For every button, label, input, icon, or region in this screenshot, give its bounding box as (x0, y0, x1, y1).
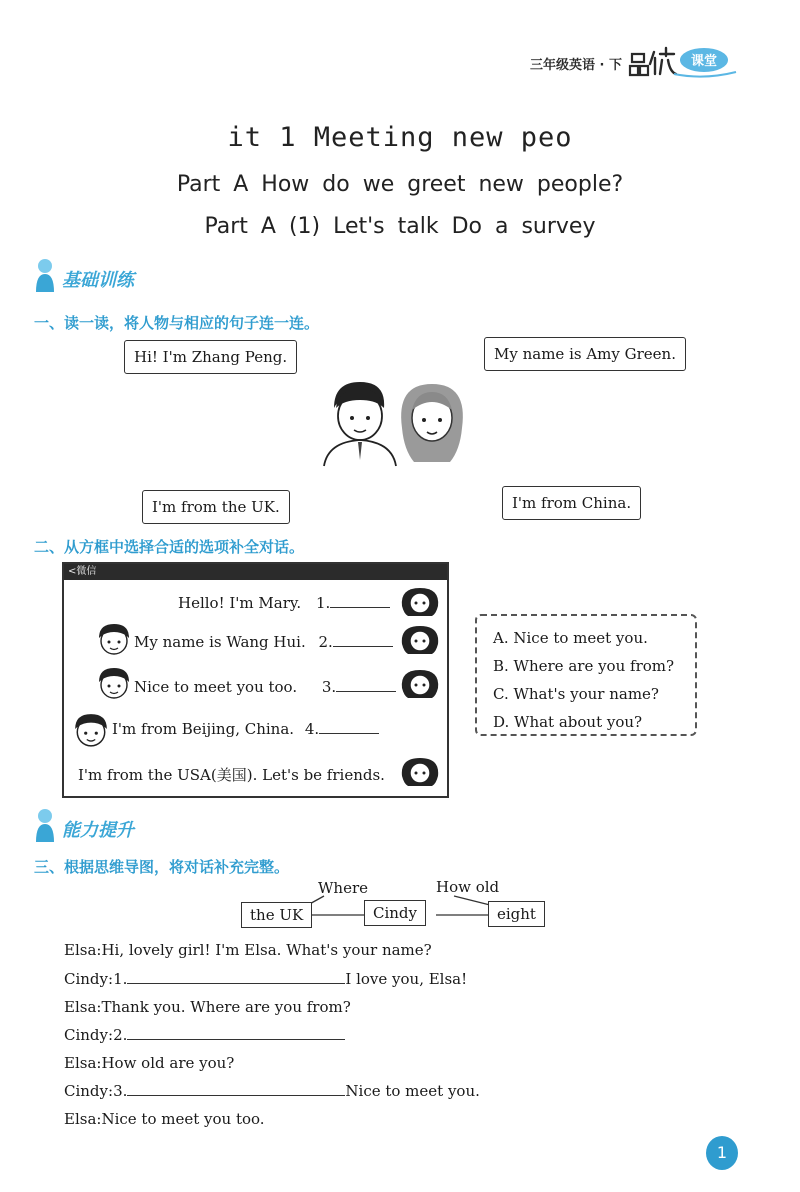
character-illustration (318, 378, 468, 468)
girl-avatar-icon (400, 668, 440, 698)
chat-back-bar[interactable]: <微信 (64, 564, 447, 580)
section-advance-title: 能力提升 (62, 820, 134, 841)
svg-text:课堂: 课堂 (690, 54, 718, 69)
mindmap-node-the-uk: the UK (241, 902, 312, 928)
answer-blank[interactable] (330, 594, 390, 608)
dialogue-line: Elsa:Hi, lovely girl! I'm Elsa. What's your name? (64, 941, 432, 959)
sentence-box: Hi! I'm Zhang Peng. (124, 340, 297, 374)
answer-blank[interactable] (127, 1084, 345, 1096)
mindmap-label-where: Where (318, 879, 369, 897)
dialogue-line: Elsa:Thank you. Where are you from? (64, 998, 351, 1016)
dialogue-line: Cindy:3. Nice to meet you. (64, 1082, 480, 1100)
answer-blank[interactable] (319, 720, 379, 734)
lesson-title: Part A (1) Let's talk Do a survey (204, 214, 596, 239)
dialogue-line: Elsa:How old are you? (64, 1054, 235, 1072)
chat-line: Hello! I'm Mary. 1. (178, 594, 390, 612)
girl-avatar-icon (400, 624, 440, 654)
option-a: A. Nice to meet you. (493, 629, 648, 647)
chat-line: Nice to meet you too. 3. (134, 678, 396, 696)
options-box (475, 614, 697, 736)
dialogue-line: Elsa:Nice to meet you too. (64, 1110, 265, 1128)
question-2-title: 二、从方框中选择合适的选项补全对话。 (34, 538, 305, 556)
answer-blank[interactable] (127, 972, 345, 984)
chat-line: I'm from the USA(美国). Let's be friends. (78, 766, 385, 784)
answer-blank[interactable] (127, 1028, 345, 1040)
question-1-title: 一、读一读，将人物与相应的句子连一连。 (34, 314, 320, 332)
option-d: D. What about you? (493, 713, 643, 731)
unit-title: it 1 Meeting new peo (227, 122, 573, 153)
mindmap-node-eight: eight (488, 901, 545, 927)
boy-avatar-icon (96, 666, 132, 700)
chat-line: My name is Wang Hui. 2. (134, 633, 393, 651)
option-c: C. What's your name? (493, 685, 659, 703)
boy-avatar-icon (72, 712, 110, 748)
page-number: 1 (706, 1136, 738, 1170)
option-b: B. Where are you from? (493, 657, 675, 675)
sentence-box: I'm from China. (502, 486, 641, 520)
book-label: 三年级英语 · 下 (530, 58, 622, 73)
dialogue-line: Cindy:2. (64, 1026, 345, 1044)
section-basic (34, 258, 56, 296)
boy-avatar-icon (96, 622, 132, 656)
mindmap-node-cindy: Cindy (364, 900, 426, 926)
question-3-title: 三、根据思维导图，将对话补充完整。 (34, 858, 290, 876)
sentence-box: I'm from the UK. (142, 490, 290, 524)
boy-icon (324, 382, 396, 466)
brand-logo (628, 44, 738, 78)
person-icon (34, 258, 56, 292)
chat-line: I'm from Beijing, China. 4. (112, 720, 379, 738)
section-advance (34, 808, 56, 846)
section-basic-title: 基础训练 (62, 270, 134, 291)
mindmap-label-how-old: How old (436, 878, 500, 896)
girl-avatar-icon (400, 756, 440, 786)
answer-blank[interactable] (333, 633, 393, 647)
dialogue-line: Cindy:1. I love you, Elsa! (64, 970, 468, 988)
answer-blank[interactable] (336, 678, 396, 692)
girl-icon (401, 384, 463, 462)
sentence-box: My name is Amy Green. (484, 337, 686, 371)
part-title: Part A How do we greet new people? (176, 172, 624, 197)
person-icon (34, 808, 56, 842)
girl-avatar-icon (400, 586, 440, 616)
